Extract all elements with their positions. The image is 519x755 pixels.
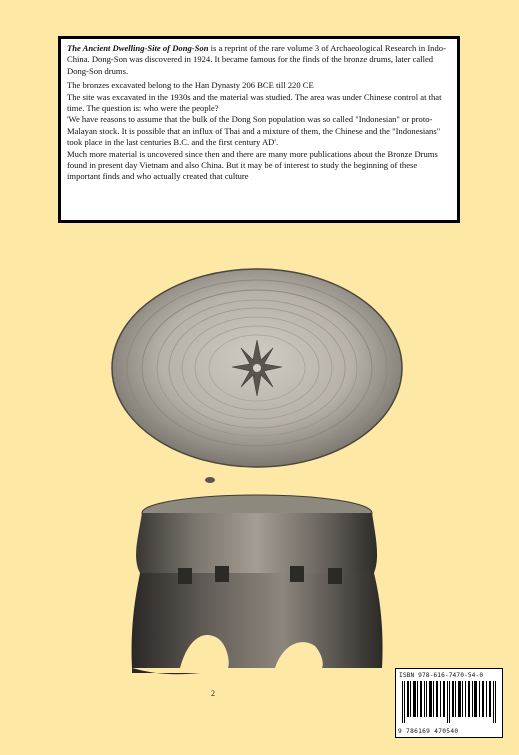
paragraph-dating: The bronzes excavated belong to the Han Dynasty 206 BCE till 220 CE [67,80,314,91]
barcode-digits: 9 786169 470540 [398,728,459,735]
isbn-barcode [395,668,503,738]
description-text-box [58,36,460,223]
figure-number: 2 [211,689,215,698]
paragraph-intro [67,43,451,77]
paragraph-quote: 'We have reasons to assume that the bulk of the Dong Son population was so called "Indonesian" or proto-Malayan stock. It is possible that an influx of Thai and a mixture of them, the Chinese and the "Indonesians" took place in the last centuries B.C. and the first century AD'. [67,114,441,148]
barcode-bars [402,681,498,723]
isbn-label: ISBN 978-616-7470-54-0 [399,672,484,679]
paragraph-excavation: The site was excavated in the 1930s and the material was studied. The area was under Chinese control at that time. The question is: who were the people? [67,91,442,114]
book-title: The Ancient Dwelling-Site of Dong-Son [67,43,209,53]
drum-body [132,495,383,674]
intro-text: is a reprint of the rare volume 3 of Archaeological Research in Indo-China. Dong-Son was discovered in 1924. It became famous for the finds of the bronze drums, later called Dong-Son drums. [67,43,446,76]
drum-tympanum [112,269,402,467]
paragraph-conclusion: Much more material is uncovered since then and there are many more publications about the Bronze Drums found in present day Vietnam and also China. But it may be of interest to study the beginning of these important finds and who actually created that culture [67,148,438,182]
bronze-drum-photo [110,268,405,708]
